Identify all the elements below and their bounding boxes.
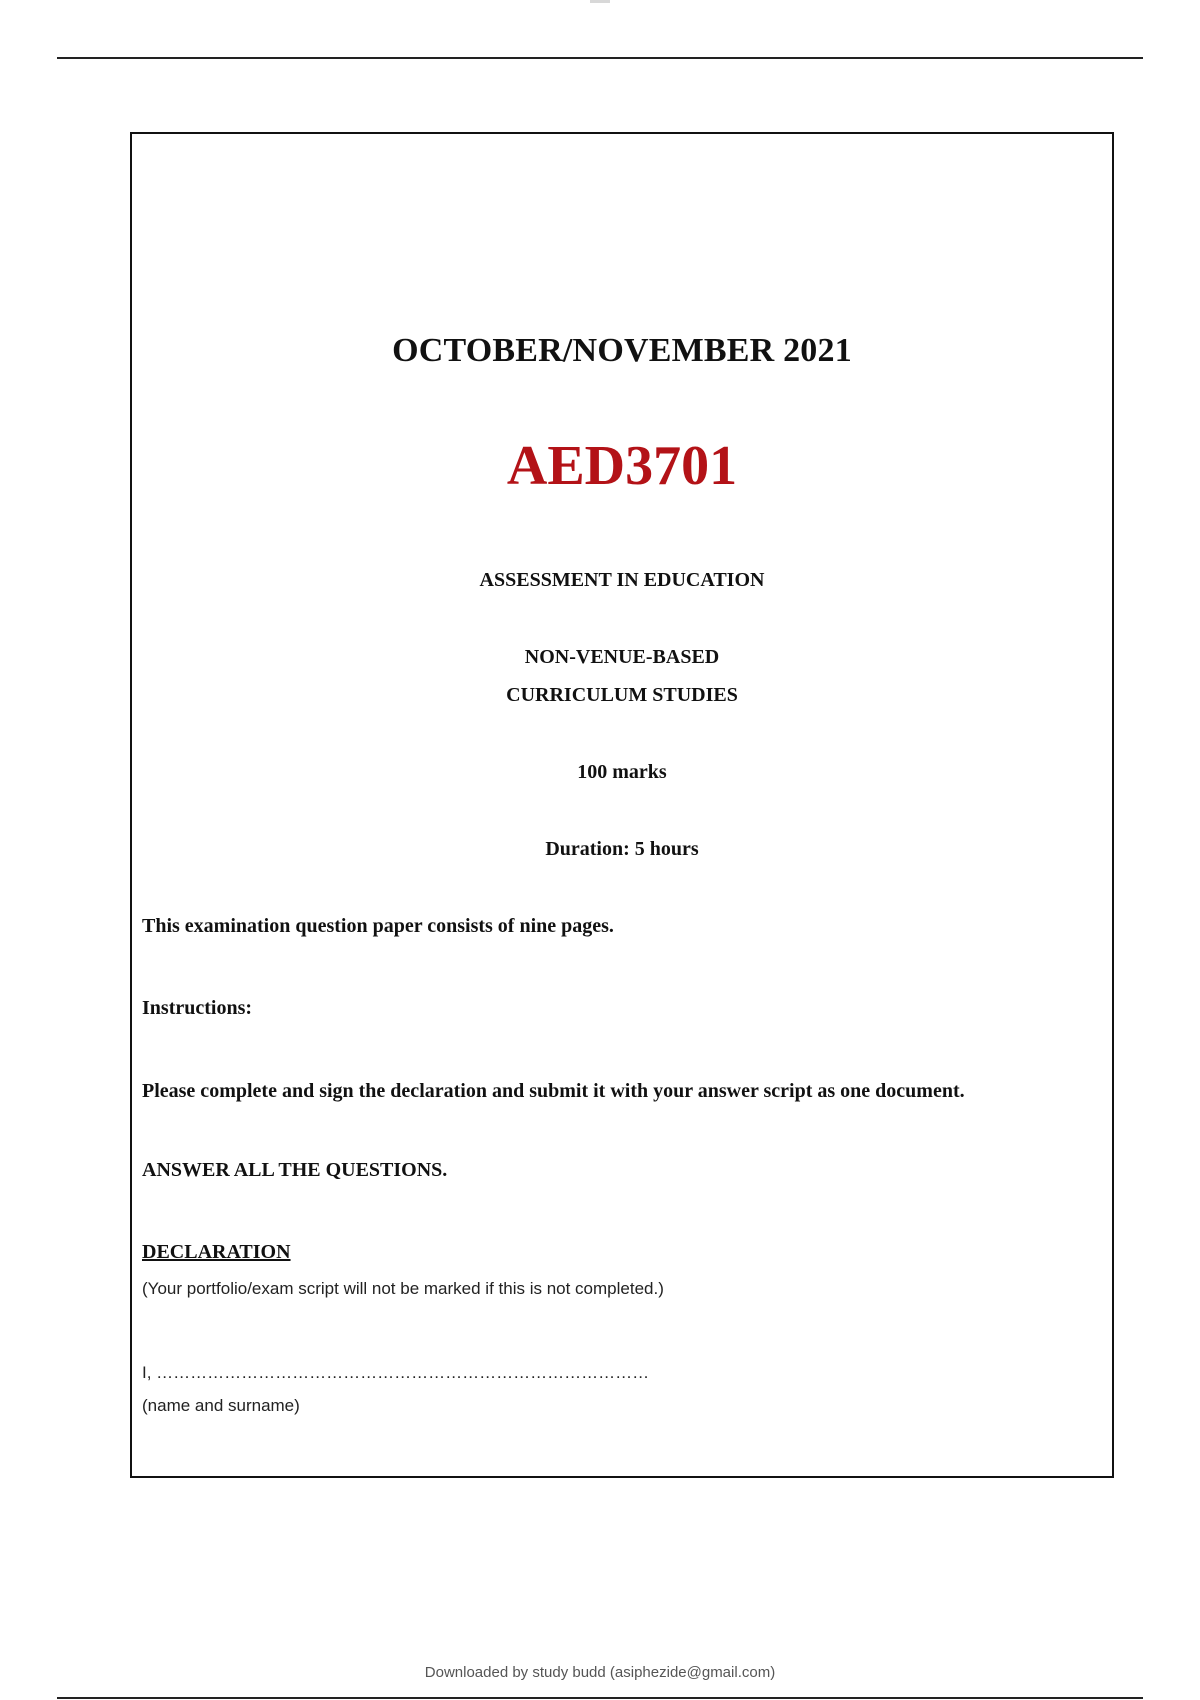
top-page-marker — [590, 0, 610, 3]
top-rule — [57, 57, 1143, 59]
exam-mode: NON-VENUE-BASED — [524, 646, 720, 668]
declaration-note: (Your portfolio/exam script will not be marked if this is not completed.) — [142, 1279, 664, 1298]
exam-duration: Duration: 5 hours — [545, 838, 699, 860]
name-signature-line: I, …………………………………………………………………………… — [142, 1363, 650, 1382]
instructions-heading: Instructions: — [142, 997, 253, 1019]
pages-note: This examination question paper consists of nine pages. — [142, 915, 614, 937]
exam-period: OCTOBER/NOVEMBER 2021 — [392, 332, 852, 369]
download-footer: Downloaded by study budd (asiphezide@gmail.com) — [424, 1664, 776, 1681]
name-caption: (name and surname) — [142, 1396, 300, 1415]
bottom-rule — [57, 1697, 1143, 1699]
course-name: ASSESSMENT IN EDUCATION — [479, 569, 765, 591]
exam-cover-frame — [130, 132, 1114, 1478]
course-code: AED3701 — [506, 435, 738, 497]
declaration-heading: DECLARATION — [142, 1241, 291, 1263]
instruction-text: Please complete and sign the declaration and submit it with your answer script as one document. — [142, 1080, 965, 1102]
answer-all-instruction: ANSWER ALL THE QUESTIONS. — [142, 1159, 448, 1181]
total-marks: 100 marks — [577, 761, 667, 783]
subject-area: CURRICULUM STUDIES — [506, 684, 738, 706]
